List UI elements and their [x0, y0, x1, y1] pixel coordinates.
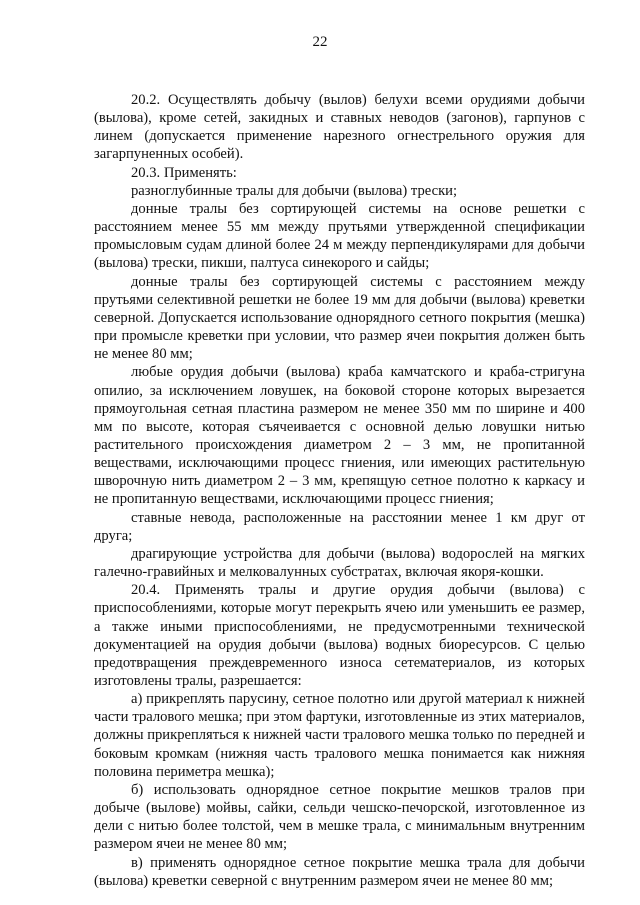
- paragraph-bottom-trawls-shrimp: донные тралы без сортирующей системы с расстоянием между прутьями селективной решетки не более 19 мм для добычи (вылова) креветки северной. Допускается использование однорядного сетного покрытия (мешка) при промысле креветки при условии, что размер ячеи покрытия должен быть не менее 80 мм;: [94, 273, 585, 363]
- paragraph-item-v: в) применять однорядное сетное покрытие мешка трала для добычи (вылова) креветки северной с внутренним размером ячеи не менее 80 мм;: [94, 854, 585, 889]
- paragraph-crab-gear: любые орудия добычи (вылова) краба камчатского и краба-стригуна опилио, за исключением ловушек, на боковой стороне которых вырезается прямоугольная сетная пластина размером не менее 350 мм по ширине и 400 мм по высоте, которая съячеивается с основной делью ловушки нитью растительного происхождения диаметром 2 – 3 мм, не пропитанной веществами, исключающими процесс гниения, или имеющих растительную шворочную нить диаметром 2 – 3 мм, крепящую сетное полотно к каркасу и не пропитанную веществами, исключающими процесс гниения;: [94, 364, 585, 508]
- page-number: 22: [312, 34, 328, 50]
- paragraph-dredging-devices: драгирующие устройства для добычи (вылова) водорослей на мягких галечно-гравийных и мелковалунных субстратах, включая якоря-кошки.: [94, 545, 585, 581]
- paragraph-item-a: а) прикреплять парусину, сетное полотно или другой материал к нижней части тралового мешка; при этом фартуки, изготовленные из этих материалов, должны прикрепляться к нижней части тралового мешка только по передней и боковым кромкам (нижняя часть тралового мешка понимается как нижняя половина периметра мешка);: [94, 691, 585, 780]
- document-body: [94, 91, 585, 890]
- paragraph-bottom-trawls-cod: донные тралы без сортирующей системы на основе решетки с расстоянием менее 55 мм между прутьями утвержденной спецификации промысловым судам длиной более 24 м между перпендикулярами для добычи (вылова) трески, пикши, палтуса синекорого и сайды;: [94, 200, 585, 272]
- paragraph-item-b: б) использовать однорядное сетное покрытие мешков тралов при добыче (вылове) мойвы, сайки, сельди чешско-печорской, изготовленное из дели с нитью более толстой, чем в мешке трала, с минимальным внутренним размером ячеи не менее 80 мм;: [94, 781, 585, 853]
- paragraph-trap-nets: ставные невода, расположенные на расстоянии менее 1 км друг от друга;: [94, 509, 585, 544]
- paragraph-20-2: 20.2. Осуществлять добычу (вылов) белухи всеми орудиями добычи (вылова), кроме сетей, закидных и ставных неводов (загонов), гарпунов с линем (допускается применение нарезного огнестрельного оружия для загарпуненных особей).: [94, 92, 585, 163]
- paragraph-20-3-heading: 20.3. Применять:: [131, 164, 237, 181]
- paragraph-midwater-trawls: разноглубинные тралы для добычи (вылова) трески;: [131, 182, 458, 199]
- paragraph-20-4: 20.4. Применять тралы и другие орудия добычи (вылова) с приспособлениями, которые могут перекрыть ячею или уменьшить ее размер, а также иными приспособлениями, не предусмотренными технической документацией на орудия добычи (вылова) водных биоресурсов. С целью предотвращения преждевременного износа сетематериалов, из которых изготовлены тралы, разрешается:: [94, 582, 585, 689]
